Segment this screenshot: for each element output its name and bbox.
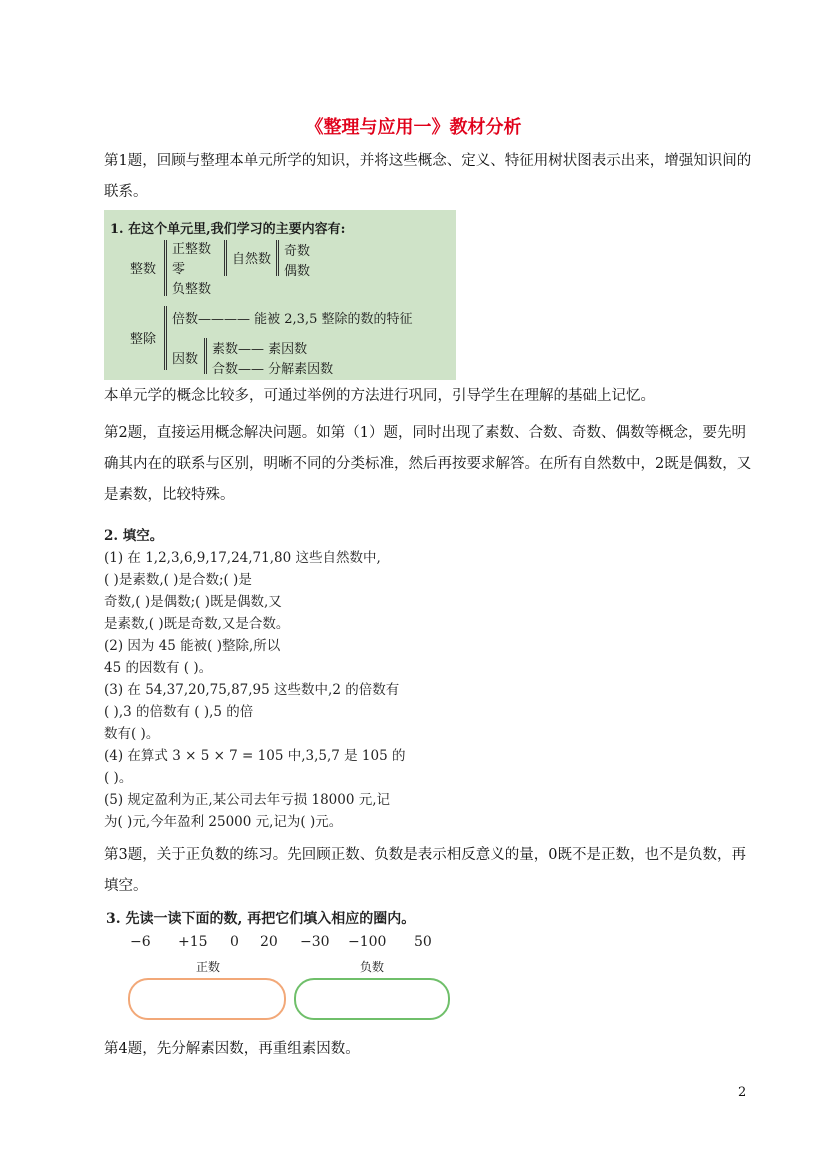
- positive-label: 正数: [196, 960, 221, 974]
- paragraph-2: [104, 381, 754, 412]
- negative-circle[interactable]: [294, 978, 450, 1020]
- page-title: 《整理与应用一》教材分析: [305, 117, 522, 138]
- label-yinshu: 因数: [172, 352, 199, 367]
- number-item: 0: [230, 934, 239, 950]
- exercise-line: ( )是素数,( )是合数;( )是: [104, 572, 252, 588]
- paragraph-1-text: 第1题，回顾与整理本单元所学的知识，并将这些概念、定义、特征用树状图表示出来，增强知识间的联系。: [104, 153, 752, 200]
- number-item: −6: [130, 934, 151, 950]
- brace-zhengchu: [164, 306, 167, 370]
- positive-circle[interactable]: [128, 978, 286, 1020]
- label-ling: 零: [172, 262, 186, 277]
- exercise-line: 奇数,( )是偶数;( )既是偶数,又: [104, 594, 282, 610]
- exercise-line: 2. 填空。: [104, 528, 164, 544]
- number-item: 50: [414, 934, 432, 950]
- exercise-line: (2) 因为 45 能被( )整除,所以: [104, 638, 281, 654]
- exercise-line: (5) 规定盈利为正,某公司去年亏损 18000 元,记: [104, 792, 391, 808]
- number-item: −100: [348, 934, 387, 950]
- exercise-line: 是素数,( )既是奇数,又是合数。: [104, 616, 290, 632]
- brace-ziranshu-right: [276, 240, 279, 276]
- exercise-line: ( ),3 的倍数有 ( ),5 的倍: [104, 704, 254, 720]
- number-item: +15: [178, 934, 208, 950]
- label-oushu: 偶数: [284, 264, 311, 279]
- label-ziranshu: 自然数: [232, 252, 272, 267]
- paragraph-1: [104, 146, 754, 208]
- label-fuzhengshu: 负整数: [172, 282, 212, 297]
- label-zhengchu: 整除: [130, 332, 157, 347]
- exercise-line: 45 的因数有 ( )。: [104, 660, 213, 676]
- brace-zhengshu: [164, 240, 167, 296]
- paragraph-5-text: 第4题，先分解素因数，再重组素因数。: [104, 1041, 360, 1057]
- negative-label: 负数: [360, 960, 385, 974]
- image3-header: 3. 先读一读下面的数, 再把它们填入相应的圈内。: [106, 911, 416, 927]
- page-number: 2: [738, 1085, 747, 1100]
- exercise-line: (4) 在算式 3 × 5 × 7 = 105 中,3,5,7 是 105 的: [104, 748, 406, 764]
- textbook-image-3: [104, 906, 456, 1028]
- label-heshu: 合数—— 分解素因数: [212, 362, 334, 377]
- exercise-line: 数有( )。: [104, 726, 160, 742]
- label-zhengshu: 整数: [130, 262, 157, 277]
- number-item: −30: [300, 934, 330, 950]
- label-zhengzhengshu: 正整数: [172, 242, 212, 257]
- paragraph-3-text: 第2题，直接运用概念解决问题。如第（1）题，同时出现了素数、合数、奇数、偶数等概念，要先明确其内在的联系与区别，明晰不同的分类标准，然后再按要求解答。在所有自然数中，2既是偶数，又是素数，比较特殊。: [104, 425, 752, 503]
- image1-header: 1. 在这个单元里,我们学习的主要内容有:: [110, 222, 346, 237]
- paragraph-4-text: 第3题，关于正负数的练习。先回顾正数、负数是表示相反意义的量，0既不是正数，也不是负数，再填空。: [104, 847, 746, 894]
- label-jishu: 奇数: [284, 244, 311, 259]
- exercise-line: (1) 在 1,2,3,6,9,17,24,71,80 这些自然数中,: [104, 550, 381, 566]
- paragraph-3: [104, 418, 754, 511]
- textbook-image-1: [104, 210, 456, 380]
- paragraph-5: [104, 1034, 754, 1065]
- label-beishu: 倍数———— 能被 2,3,5 整除的数的特征: [172, 312, 413, 327]
- exercise-line: (3) 在 54,37,20,75,87,95 这些数中,2 的倍数有: [104, 682, 400, 698]
- paragraph-4: [104, 840, 754, 902]
- exercise-line: 为( )元,今年盈利 25000 元,记为( )元。: [104, 814, 343, 830]
- label-sushu: 素数—— 素因数: [212, 342, 308, 357]
- paragraph-2-text: 本单元学的概念比较多，可通过举例的方法进行巩同，引导学生在理解的基础上记忆。: [104, 388, 655, 404]
- exercise-line: ( )。: [104, 770, 133, 786]
- brace-yinshu: [204, 338, 207, 374]
- brace-ziranshu-left: [222, 240, 227, 276]
- textbook-image-2: [104, 520, 462, 830]
- number-item: 20: [260, 934, 278, 950]
